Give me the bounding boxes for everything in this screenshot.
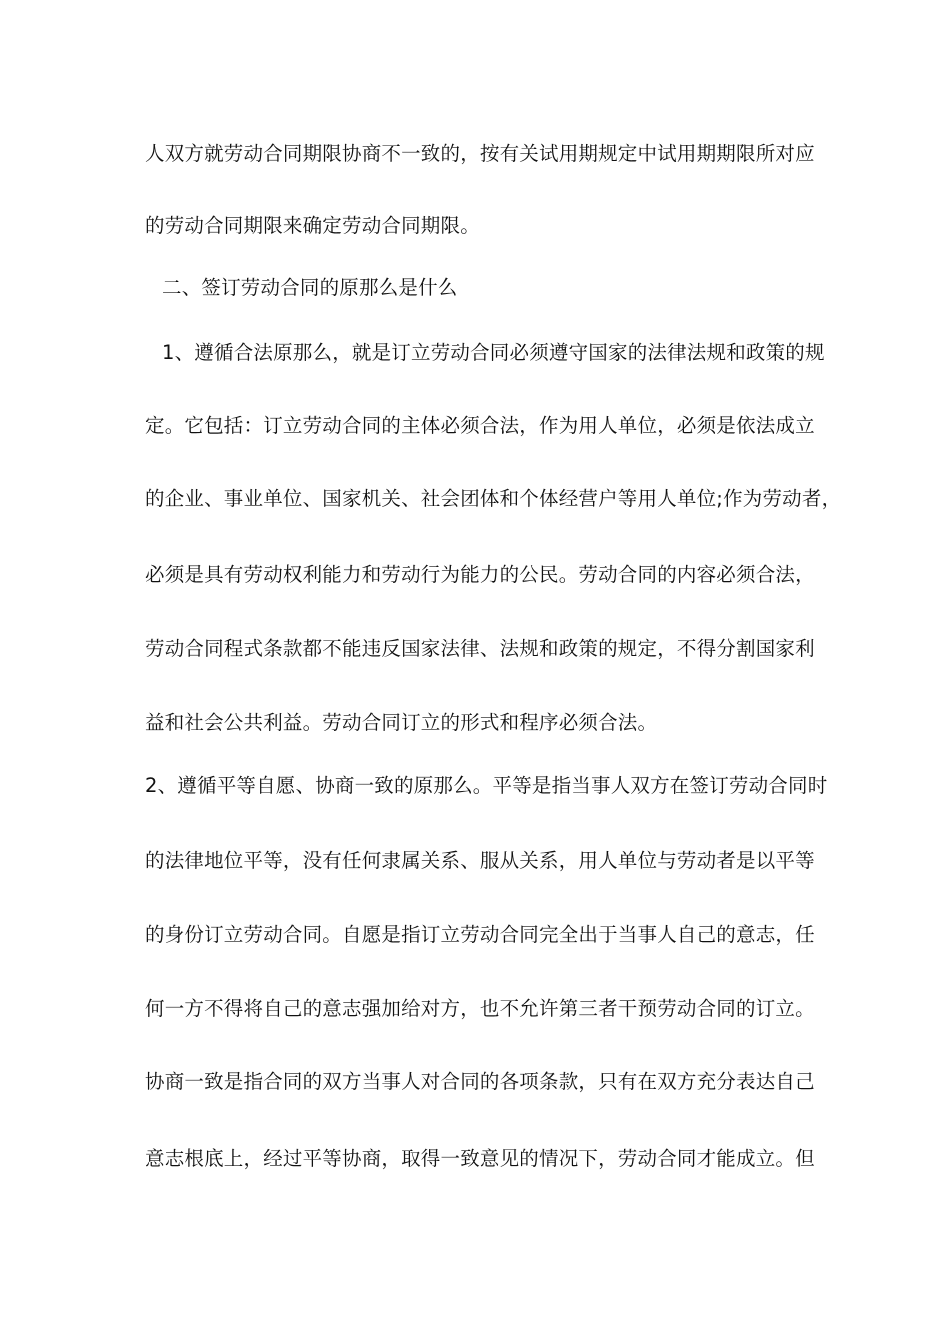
text-line: 的劳动合同期限来确定劳动合同期限。 (145, 214, 480, 237)
text-line: 的法律地位平等，没有任何隶属关系、服从关系，用人单位与劳动者是以平等 (145, 849, 815, 872)
text-line: 益和社会公共利益。劳动合同订立的形式和程序必须合法。 (145, 711, 658, 734)
text-line: 的身份订立劳动合同。自愿是指订立劳动合同完全出于当事人自己的意志，任 (145, 923, 815, 946)
text-line: 劳动合同程式条款都不能违反国家法律、法规和政策的规定，不得分割国家利 (145, 637, 815, 660)
text-line: 定。它包括：订立劳动合同的主体必须合法，作为用人单位，必须是依法成立 (145, 414, 815, 437)
text-line: 必须是具有劳动权利能力和劳动行为能力的公民。劳动合同的内容必须合法， (145, 563, 815, 586)
text-line: 人双方就劳动合同期限协商不一致的，按有关试用期规定中试用期期限所对应 (145, 142, 815, 165)
text-line: 1、遵循合法原那么，就是订立劳动合同必须遵守国家的法律法规和政策的规 (162, 341, 825, 364)
text-line: 2、遵循平等自愿、协商一致的原那么。平等是指当事人双方在签订劳动合同时 (145, 774, 828, 797)
text-line: 何一方不得将自己的意志强加给对方，也不允许第三者干预劳动合同的订立。 (145, 997, 815, 1020)
text-line: 的企业、事业单位、国家机关、社会团体和个体经营户等用人单位;作为劳动者， (145, 487, 842, 510)
text-line: 协商一致是指合同的双方当事人对合同的各项条款，只有在双方充分表达自己 (145, 1070, 815, 1093)
text-line: 意志根底上，经过平等协商，取得一致意见的情况下，劳动合同才能成立。但 (145, 1147, 815, 1170)
section-heading: 二、签订劳动合同的原那么是什么 (162, 276, 458, 299)
